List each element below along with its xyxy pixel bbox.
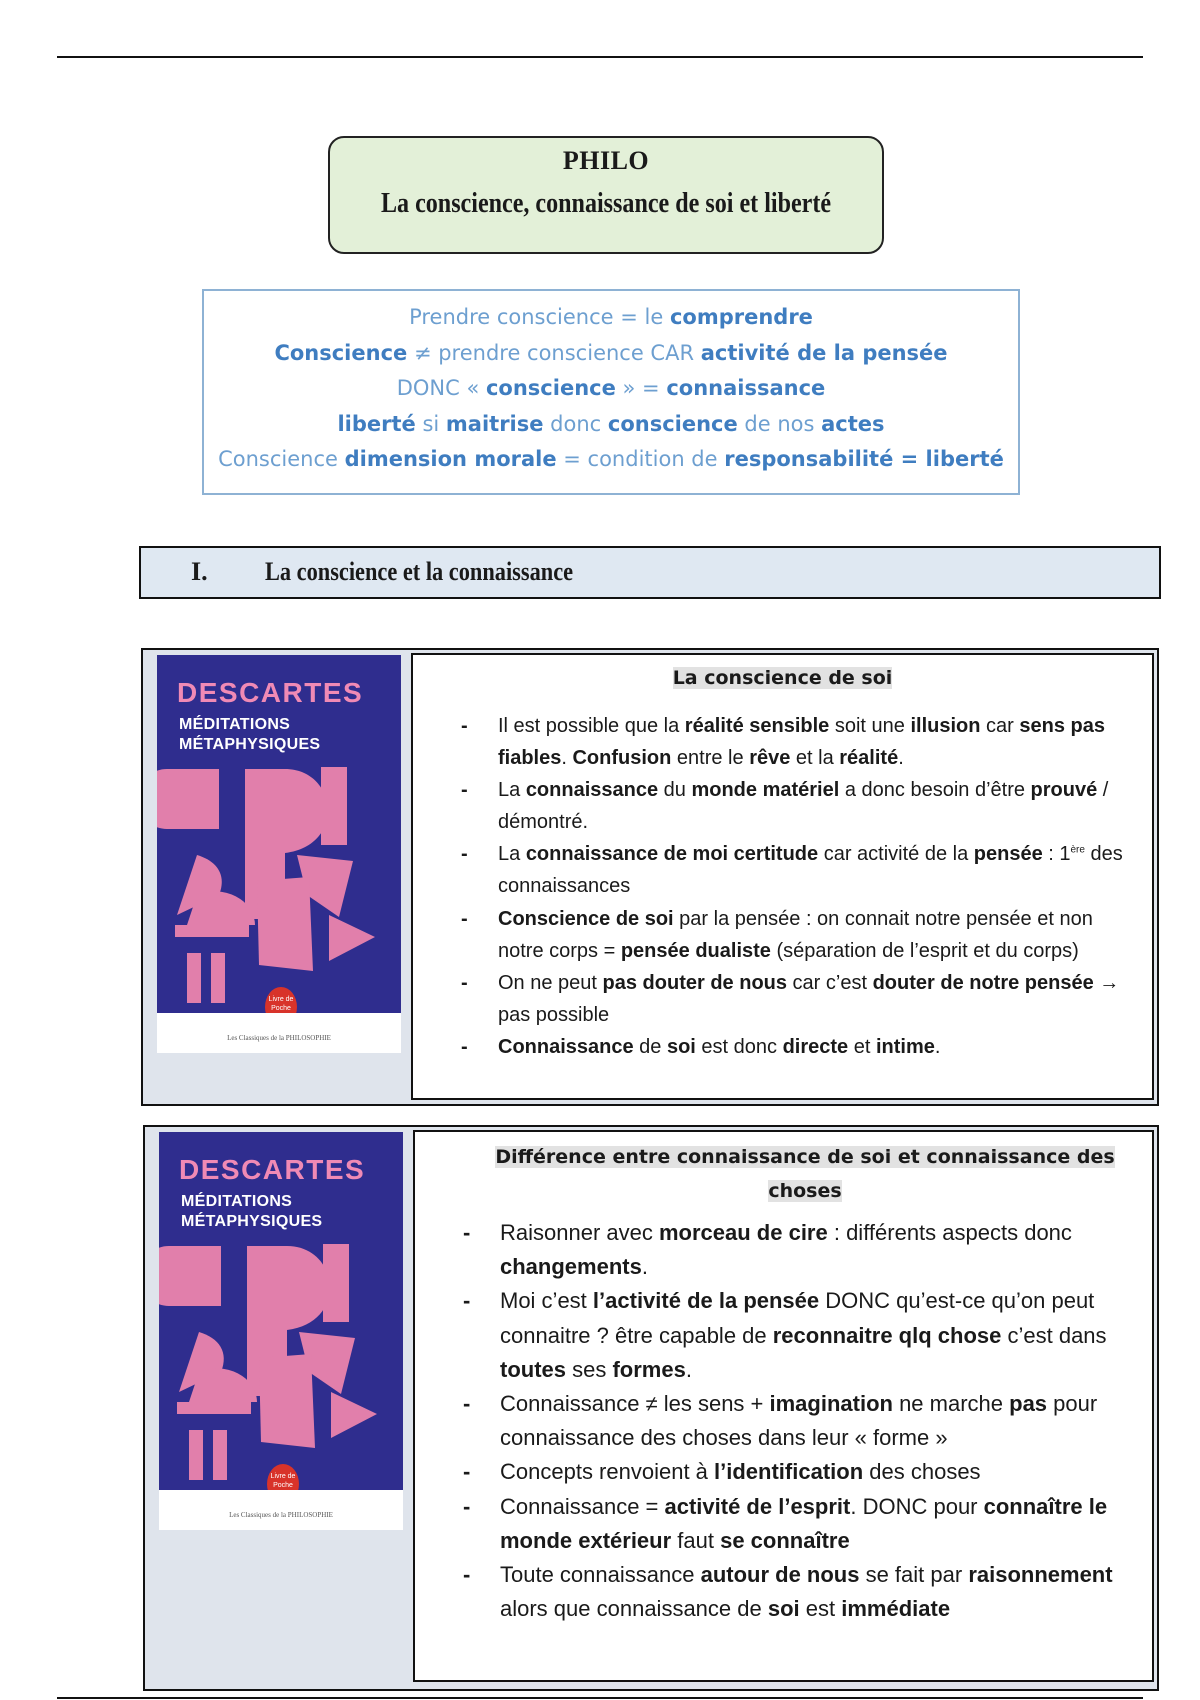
book-cover-footer: Les Classiques de la PHILOSOPHIE	[157, 1013, 401, 1053]
summary-box	[202, 289, 1020, 495]
book-cover	[157, 655, 401, 1053]
book-author: DESCARTES	[179, 1154, 366, 1185]
list-item: - Moi c’est l’activité de la pensée DONC qu’est-ce qu’on peut connaitre ? être capable de reconnaitre qlq chose c’est dans toutes ses formes.	[415, 1284, 1152, 1387]
list-item: - Connaissance ≠ les sens + imagination ne marche pas pour connaissance des choses dans leur « forme »	[415, 1387, 1152, 1455]
section-heading	[139, 546, 1161, 599]
page-subtitle: La conscience, connaissance de soi et liberté	[380, 188, 832, 219]
book-author: DESCARTES	[177, 677, 364, 708]
book-title: MÉDITATIONS MÉTAPHYSIQUES	[179, 716, 321, 753]
book-cover-art	[159, 1242, 403, 1490]
page-title: PHILO	[562, 146, 650, 175]
title-box	[328, 136, 884, 254]
section-title: La conscience et la connaissance	[265, 557, 574, 586]
list-item: - Toute connaissance autour de nous se fait par raisonnement alors que connaissance de soi est immédiate	[415, 1558, 1152, 1626]
book-cover-art	[157, 765, 401, 1013]
card-panel	[411, 653, 1154, 1100]
list-item: - Raisonner avec morceau de cire : différents aspects donc changements.	[415, 1216, 1152, 1284]
top-rule	[57, 56, 1143, 58]
book-cover	[159, 1132, 403, 1530]
list-item: - Il est possible que la réalité sensible soit une illusion car sens pas fiables. Confusion entre le rêve et la réalité.	[413, 710, 1152, 774]
list-item: - La connaissance du monde matériel a donc besoin d’être prouvé / démontré.	[413, 774, 1152, 838]
bullet-list	[415, 1216, 1152, 1626]
book-cover-footer: Les Classiques de la PHILOSOPHIE	[159, 1490, 403, 1530]
book-title: MÉDITATIONS MÉTAPHYSIQUES	[181, 1193, 323, 1230]
bottom-rule	[57, 1697, 1143, 1699]
card-difference-connaissance	[143, 1125, 1159, 1691]
list-item: - La connaissance de moi certitude car activité de la pensée : 1ère des connaissances	[413, 838, 1152, 902]
bullet-list	[413, 710, 1152, 1063]
card-title: Différence entre connaissance de soi et connaissance des choses	[495, 1146, 1115, 1202]
publisher-logo: Livre de Poche	[265, 987, 297, 1027]
summary-line: Conscience dimension morale = condition de responsabilité = liberté	[218, 447, 1004, 471]
list-item: - On ne peut pas douter de nous car c’est douter de notre pensée → pas possible	[413, 967, 1152, 1031]
list-item: - Connaissance = activité de l’esprit. DONC pour connaître le monde extérieur faut se connaître	[415, 1490, 1152, 1558]
summary-line: Conscience ≠ prendre conscience CAR activité de la pensée	[274, 340, 948, 365]
card-conscience-de-soi	[141, 648, 1159, 1106]
card-panel	[413, 1130, 1154, 1682]
section-number: I.	[191, 557, 208, 586]
list-item: - Connaissance de soi est donc directe et intime.	[413, 1031, 1152, 1063]
list-item: - Concepts renvoient à l’identification des choses	[415, 1455, 1152, 1489]
summary-line: DONC « conscience » = connaissance	[396, 376, 826, 400]
publisher-logo: Livre de Poche	[267, 1464, 299, 1504]
list-item: - Conscience de soi par la pensée : on connait notre pensée et non notre corps = pensée dualiste (séparation de l’esprit et du corps)	[413, 903, 1152, 967]
card-title: La conscience de soi	[672, 667, 893, 689]
summary-line: Prendre conscience = le comprendre	[409, 305, 813, 329]
summary-line: liberté si maitrise donc conscience de nos actes	[337, 411, 885, 436]
